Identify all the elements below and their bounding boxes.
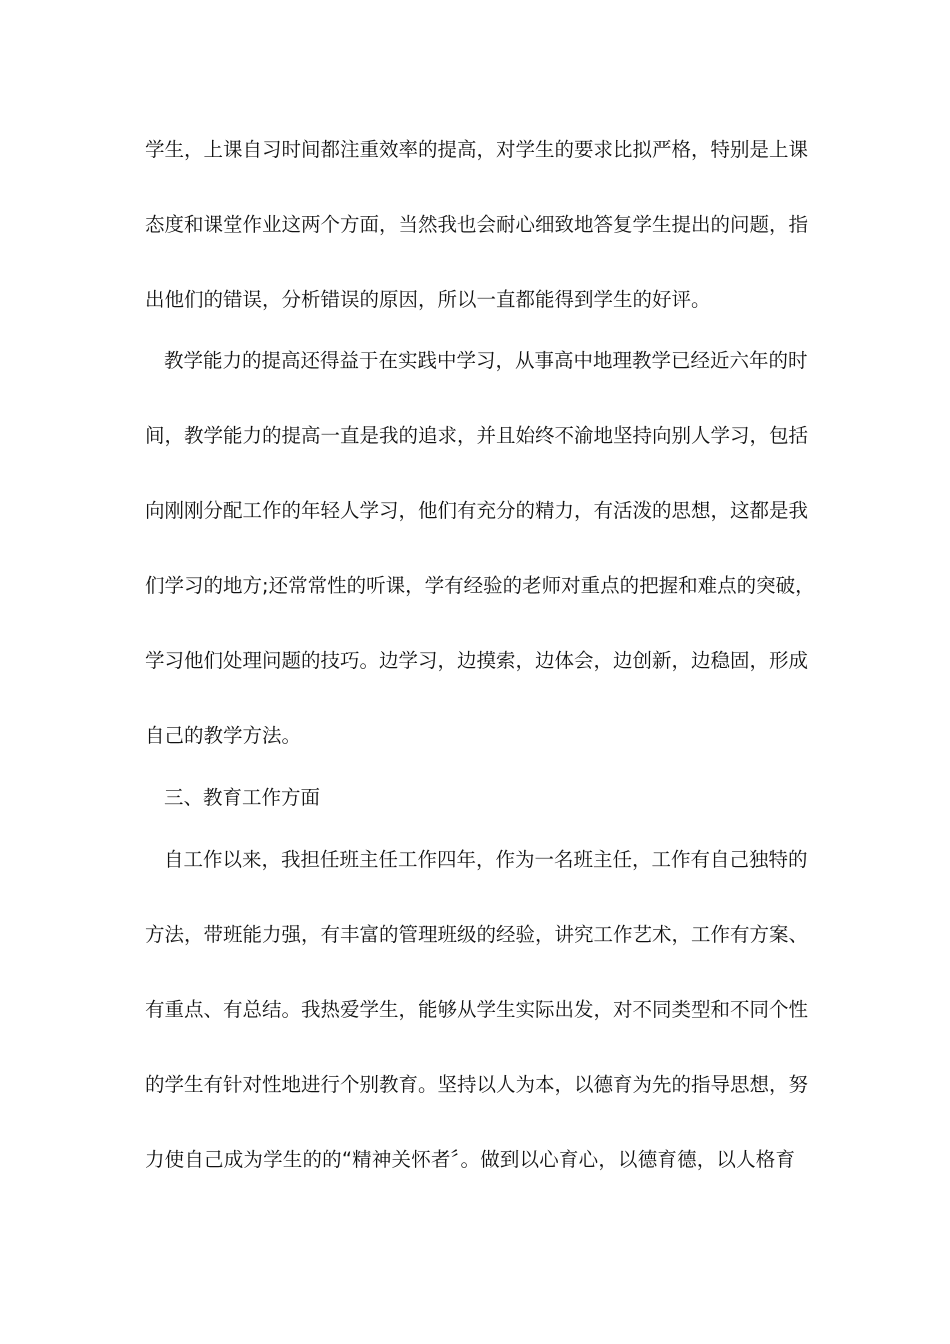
text-line-1: 学生，上课自习时间都注重效率的提高，对学生的要求比拟严格，特别是上课: [145, 138, 809, 161]
text-line-4: 教学能力的提高还得益于在实践中学习，从事高中地理教学已经近六年的时: [164, 349, 808, 372]
section-heading: 三、教育工作方面: [164, 786, 321, 809]
text-line-5: 间，教学能力的提高一直是我的追求，并且始终不渝地坚持向别人学习，包括: [145, 424, 809, 447]
text-line-8: 学习他们处理问题的技巧。边学习，边摸索，边体会，边创新，边稳固，形成: [145, 649, 809, 672]
text-line-7: 们学习的地方;还常常性的听课，学有经验的老师对重点的把握和难点的突破，: [145, 574, 815, 597]
text-line-6: 向刚刚分配工作的年轻人学习，他们有充分的精力，有活泼的思想，这都是我: [145, 499, 809, 522]
text-line-14: 的学生有针对性地进行个别教育。坚持以人为本，以德育为先的指导思想，努: [145, 1073, 809, 1096]
text-line-12: 方法，带班能力强，有丰富的管理班级的经验，讲究工作艺术，工作有方案、: [145, 923, 809, 946]
text-line-11: 自工作以来，我担任班主任工作四年，作为一名班主任，工作有自己独特的: [164, 848, 808, 871]
text-line-13: 有重点、有总结。我热爱学生，能够从学生实际出发，对不同类型和不同个性: [145, 998, 809, 1021]
text-line-9: 自己的教学方法。: [145, 724, 302, 747]
text-line-15: 力使自己成为学生的的“精神关怀者〞。做到以心育心，以德育德，以人格育: [145, 1148, 795, 1171]
text-line-3: 出他们的错误，分析错误的原因，所以一直都能得到学生的好评。: [145, 288, 711, 311]
text-line-2: 态度和课堂作业这两个方面，当然我也会耐心细致地答复学生提出的问题，指: [145, 213, 809, 236]
